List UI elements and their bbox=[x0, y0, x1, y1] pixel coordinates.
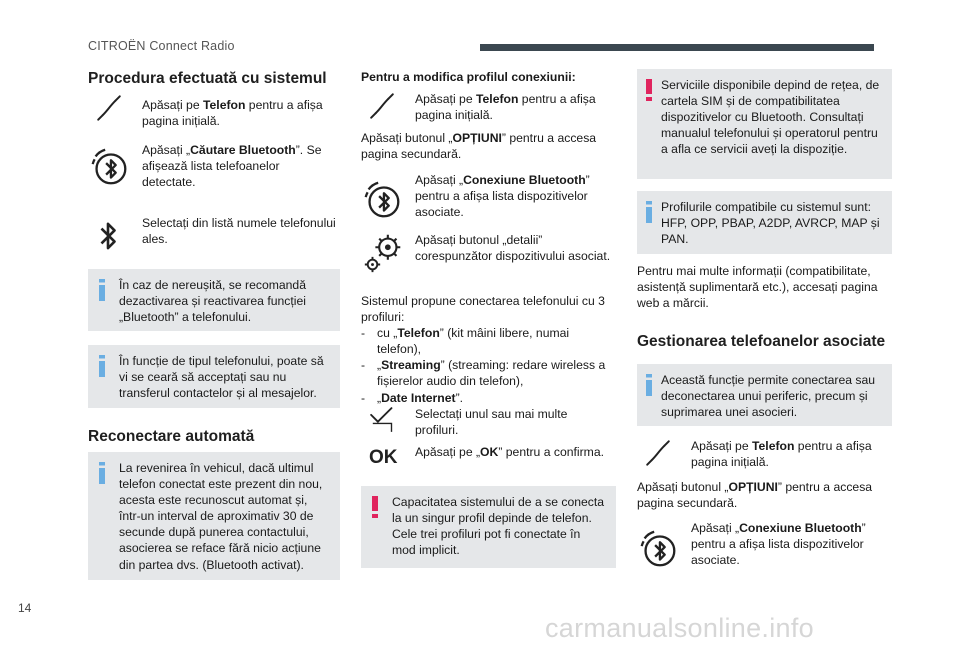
info-note-auto-reconnect: La revenirea în vehicul, dacă ultimul telefon conectat este prezent din nou, acesta este recunoscut automat și, într-un interval de aproximativ 30 de secunde după punerea contactului, asocierea se reface fără nicio acțiune din partea dvs. (Bluetooth activat). bbox=[88, 452, 340, 580]
col2-step-select-profiles: Selectați unul sau mai multe profiluri. bbox=[415, 407, 568, 438]
bluetooth-connection-icon bbox=[359, 176, 405, 222]
phone-icon bbox=[91, 90, 127, 126]
col2-step-phone: Apăsați pe Telefon pentru a afișa pagina inițială. bbox=[415, 92, 596, 123]
info-icon bbox=[98, 462, 106, 484]
col2-step-bluetooth-connection: Apăsați „Conexiune Bluetooth” pentru a afișa lista dispozitivelor asociate. bbox=[415, 173, 590, 220]
details-gear-icon bbox=[361, 230, 407, 276]
header-bar bbox=[480, 44, 874, 51]
info-icon bbox=[98, 355, 106, 377]
profile-item-internet: - „Date Internet”. bbox=[361, 390, 616, 406]
col1-step-phone: Apăsați pe Telefon pentru a afișa pagina inițială. bbox=[142, 98, 323, 129]
col1-step-bluetooth-search: Apăsați „Căutare Bluetooth”. Se afișează lista telefoanelor detectate. bbox=[142, 143, 322, 190]
info-icon bbox=[98, 279, 106, 301]
section-heading-manage-phones: Gestionarea telefoanelor asociate bbox=[637, 333, 886, 350]
warning-note-profiles: Capacitatea sistemului de a se conecta la un singur profil depinde de telefon. Cele trei profiluri pot fi conectate în mod implicit. bbox=[361, 486, 616, 568]
page-number: 14 bbox=[18, 601, 32, 615]
profile-item-streaming: - „Streaming” (streaming: redare wireless a fișierelor audio din telefon), bbox=[361, 357, 616, 389]
info-note-compatible-profiles: Profilurile compatibile cu sistemul sunt: HFP, OPP, PBAP, A2DP, AVRCP, MAP și PAN. bbox=[637, 191, 892, 254]
profile-item-phone: - cu „Telefon” (kit mâini libere, numai telefon), bbox=[361, 325, 616, 357]
col2-para-options: Apăsați butonul „OPȚIUNI” pentru a accesa pagina secundară. bbox=[361, 131, 597, 162]
ok-icon: OK bbox=[369, 447, 398, 468]
warning-icon bbox=[371, 496, 379, 518]
info-note-manage: Această funcție permite conectarea sau deconectarea unui periferic, precum și suprimarea unei asocieri. bbox=[637, 364, 892, 426]
info-icon bbox=[645, 374, 653, 396]
bluetooth-search-icon bbox=[86, 143, 132, 189]
section-heading-procedure: Procedura efectuată cu sistemul bbox=[88, 70, 327, 87]
col3-step-bluetooth-connection: Apăsați „Conexiune Bluetooth” pentru a afișa lista dispozitivelor asociate. bbox=[691, 521, 866, 568]
bluetooth-connection-icon bbox=[635, 525, 681, 571]
phone-icon bbox=[640, 435, 676, 471]
col1-step-select-phone: Selectați din listă numele telefonului ales. bbox=[142, 216, 336, 247]
subheading-modify-profile: Pentru a modifica profilul conexiunii: bbox=[361, 70, 576, 84]
col3-step-phone: Apăsați pe Telefon pentru a afișa pagina inițială. bbox=[691, 439, 872, 470]
col3-para-more-info: Pentru mai multe informații (compatibilitate, asistență suplimentară etc.), accesați pagina web a mărcii. bbox=[637, 264, 878, 311]
checkbox-select-icon bbox=[366, 403, 400, 437]
info-icon bbox=[645, 201, 653, 223]
info-note-contacts: În funcție de tipul telefonului, poate să vi se ceară să acceptați sau nu transferul contactelor și al mesajelor. bbox=[88, 345, 340, 408]
profiles-intro: Sistemul propune conectarea telefonului cu 3 profiluri: bbox=[361, 294, 605, 325]
section-heading-reconnect: Reconectare automată bbox=[88, 428, 255, 445]
warning-note-services: Serviciile disponibile depind de rețea, de cartela SIM și de compatibilitatea dispozitivelor cu Bluetooth. Consultați manualul telefonului și operatorul pentru a afla ce servicii aveți la dispoziție. bbox=[637, 69, 892, 179]
watermark: carmanualsonline.info bbox=[545, 613, 814, 643]
info-note-retry: În caz de nereușită, se recomandă dezactivarea și reactivarea funcției „Bluetooth” a telefonului. bbox=[88, 269, 340, 331]
warning-icon bbox=[645, 79, 653, 101]
bluetooth-icon bbox=[94, 217, 122, 255]
col3-para-options: Apăsați butonul „OPȚIUNI” pentru a accesa pagina secundară. bbox=[637, 480, 873, 511]
phone-icon bbox=[364, 88, 400, 124]
profiles-list bbox=[361, 325, 616, 405]
col2-para-profiles bbox=[361, 293, 616, 406]
col2-step-confirm: Apăsați pe „OK” pentru a confirma. bbox=[415, 445, 604, 459]
running-header: CITROËN Connect Radio bbox=[88, 39, 235, 53]
col2-step-details: Apăsați butonul „detalii” corespunzător dispozitivului asociat. bbox=[415, 233, 611, 264]
